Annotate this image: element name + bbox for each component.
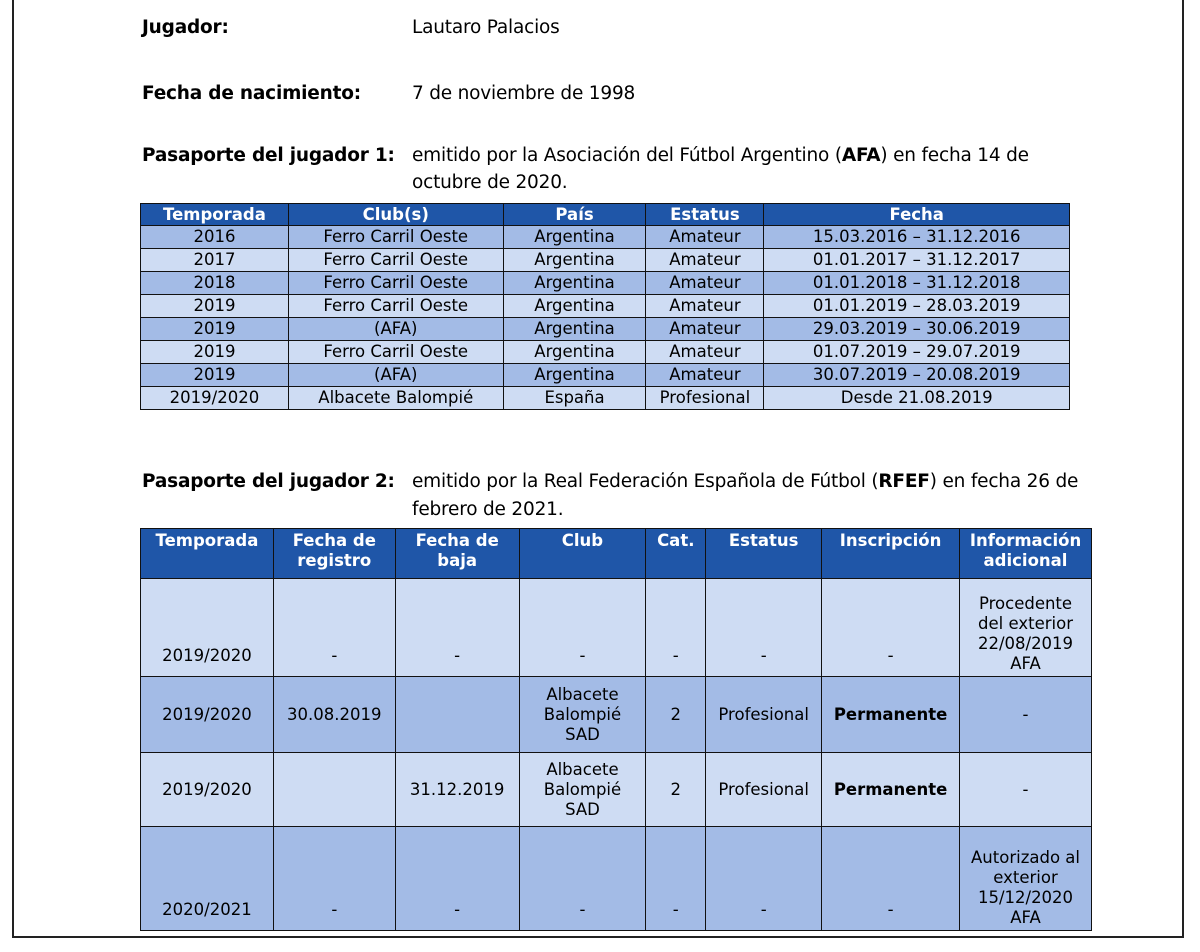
passport1-table-cell: Argentina <box>503 318 646 341</box>
birthdate-value: 7 de noviembre de 1998 <box>412 83 636 104</box>
passport1-table-cell: Profesional <box>646 387 764 410</box>
passport2-cell-inscripcion: Permanente <box>822 753 960 827</box>
passport1-table-cell: (AFA) <box>288 364 503 387</box>
header-baja-line1: Fecha de <box>415 531 499 550</box>
passport1-table-cell: Amateur <box>646 364 764 387</box>
passport2-description-line2: febrero de 2021. <box>412 499 564 520</box>
passport1-header-cell: Estatus <box>646 204 764 226</box>
passport2-header-cell <box>822 529 960 579</box>
header-estatus: Estatus <box>728 531 799 550</box>
header-info-line1: Información <box>969 531 1082 550</box>
passport1-label: Pasaporte del jugador 1: <box>142 145 395 166</box>
birthdate-label: Fecha de nacimiento: <box>142 83 361 104</box>
passport1-table-cell: 01.01.2017 – 31.12.2017 <box>764 249 1070 272</box>
passport2-label: Pasaporte del jugador 2: <box>142 471 395 492</box>
passport2-header-cell <box>706 529 822 579</box>
passport1-table-cell: España <box>503 387 646 410</box>
passport1-table <box>140 203 1070 410</box>
passport1-description-line2: octubre de 2020. <box>412 172 568 193</box>
passport2-cell-registro <box>273 753 395 827</box>
passport1-table-cell: Ferro Carril Oeste <box>288 341 503 364</box>
passport2-table-row <box>141 827 1092 931</box>
club-line: Albacete <box>546 759 619 779</box>
passport1-table-cell: 30.07.2019 – 20.08.2019 <box>764 364 1070 387</box>
passport2-description <box>412 471 1078 492</box>
passport2-header-cell <box>395 529 519 579</box>
info-line: del exterior <box>978 614 1073 633</box>
passport1-table-cell: (AFA) <box>288 318 503 341</box>
passport2-cell-baja: - <box>395 827 519 931</box>
passport2-issuer-abbr: RFEF <box>878 471 930 492</box>
club-line: SAD <box>565 799 600 819</box>
passport2-table-row <box>141 677 1092 753</box>
passport1-table-cell: 2019 <box>141 341 289 364</box>
passport2-cell-baja: - <box>395 579 519 677</box>
passport1-table-cell: 01.01.2018 – 31.12.2018 <box>764 272 1070 295</box>
info-line: exterior <box>993 868 1058 887</box>
info-line: AFA <box>1010 654 1041 673</box>
passport2-cell-estatus: Profesional <box>706 677 822 753</box>
passport2-cell-info <box>960 753 1092 827</box>
passport1-header-cell: País <box>503 204 646 226</box>
passport2-cell-club <box>519 677 646 753</box>
club-line: SAD <box>565 724 600 744</box>
club-line: Balompié <box>543 779 622 799</box>
info-line: Procedente <box>978 594 1073 613</box>
passport1-table-cell: Argentina <box>503 295 646 318</box>
passport1-table-cell: 2016 <box>141 226 289 249</box>
passport1-table-cell: Argentina <box>503 272 646 295</box>
passport1-table-cell: 01.01.2019 – 28.03.2019 <box>764 295 1070 318</box>
passport1-table-cell: Amateur <box>646 226 764 249</box>
info-line: 15/12/2020 <box>977 888 1074 907</box>
passport1-text-after: ) en fecha 14 de <box>880 145 1029 166</box>
header-info-line2: adicional <box>983 551 1068 570</box>
info-line: - <box>1022 704 1029 724</box>
passport1-table-cell: 2018 <box>141 272 289 295</box>
passport2-cell-registro: 30.08.2019 <box>273 677 395 753</box>
header-temporada: Temporada <box>155 531 259 550</box>
passport1-table-cell: Ferro Carril Oeste <box>288 295 503 318</box>
passport2-cell-info <box>960 827 1092 931</box>
passport1-table-cell: 01.07.2019 – 29.07.2019 <box>764 341 1070 364</box>
passport1-table-cell: Albacete Balompié <box>288 387 503 410</box>
passport2-cell-cat: 2 <box>646 677 706 753</box>
passport2-table-row <box>141 753 1092 827</box>
passport1-table-cell: Ferro Carril Oeste <box>288 272 503 295</box>
passport2-cell-club <box>519 827 646 931</box>
club-line: Albacete <box>546 684 619 704</box>
passport2-cell-cat: - <box>646 827 706 931</box>
passport1-table-cell: Desde 21.08.2019 <box>764 387 1070 410</box>
passport2-cell-baja: 31.12.2019 <box>395 753 519 827</box>
passport1-table-cell: Argentina <box>503 226 646 249</box>
passport1-table-cell: Argentina <box>503 249 646 272</box>
header-inscripcion: Inscripción <box>839 531 942 550</box>
passport2-header-cell <box>273 529 395 579</box>
passport1-table-row <box>141 249 1070 272</box>
passport1-table-cell: Ferro Carril Oeste <box>288 249 503 272</box>
header-baja-line2: baja <box>437 551 478 570</box>
passport1-header-cell: Fecha <box>764 204 1070 226</box>
passport1-table-cell: Argentina <box>503 341 646 364</box>
passport1-table-cell: 2019 <box>141 364 289 387</box>
passport2-header-cell <box>519 529 646 579</box>
info-line: AFA <box>1010 908 1041 927</box>
passport2-cell-temporada: 2019/2020 <box>141 579 274 677</box>
passport1-table-cell: 15.03.2016 – 31.12.2016 <box>764 226 1070 249</box>
passport2-table-row <box>141 579 1092 677</box>
header-registro-line2: registro <box>297 551 372 570</box>
passport1-table-cell: Amateur <box>646 295 764 318</box>
passport1-header-cell: Club(s) <box>288 204 503 226</box>
info-line: - <box>1022 779 1029 799</box>
passport2-cell-temporada: 2019/2020 <box>141 677 274 753</box>
player-name-label: Jugador: <box>142 17 229 38</box>
passport2-cell-registro: - <box>273 579 395 677</box>
passport1-issuer-abbr: AFA <box>841 145 881 166</box>
passport2-cell-info <box>960 579 1092 677</box>
passport2-cell-cat: - <box>646 579 706 677</box>
passport1-description <box>412 145 1029 166</box>
passport1-table-cell: 2017 <box>141 249 289 272</box>
passport2-cell-estatus: - <box>706 827 822 931</box>
club-line: - <box>579 646 586 665</box>
header-club: Club <box>561 531 604 550</box>
passport1-table-cell: Ferro Carril Oeste <box>288 226 503 249</box>
passport2-cell-estatus: - <box>706 579 822 677</box>
passport2-cell-inscripcion: - <box>822 827 960 931</box>
passport1-table-cell: 2019/2020 <box>141 387 289 410</box>
passport2-text-before: emitido por la Real Federación Española de Fútbol ( <box>412 471 879 492</box>
passport2-header-cell <box>960 529 1092 579</box>
passport1-text-before: emitido por la Asociación del Fútbol Argentino ( <box>412 145 842 166</box>
passport2-cell-club <box>519 579 646 677</box>
passport2-cell-baja <box>395 677 519 753</box>
passport1-table-row <box>141 341 1070 364</box>
passport2-cell-temporada: 2020/2021 <box>141 827 274 931</box>
passport1-header-row <box>141 204 1070 226</box>
passport1-table-row <box>141 226 1070 249</box>
passport2-header-cell <box>646 529 706 579</box>
passport2-cell-temporada: 2019/2020 <box>141 753 274 827</box>
passport1-table-row <box>141 295 1070 318</box>
club-line: - <box>579 900 586 919</box>
player-name-value: Lautaro Palacios <box>412 17 560 38</box>
passport2-cell-registro: - <box>273 827 395 931</box>
passport1-table-cell: Amateur <box>646 272 764 295</box>
passport1-table-row <box>141 387 1070 410</box>
passport2-cell-info <box>960 677 1092 753</box>
passport2-cell-inscripcion: - <box>822 579 960 677</box>
passport1-table-cell: Amateur <box>646 249 764 272</box>
passport1-header-cell: Temporada <box>141 204 289 226</box>
header-registro-line1: Fecha de <box>292 531 376 550</box>
passport2-table <box>140 528 1092 931</box>
passport2-header-cell <box>141 529 274 579</box>
header-cat: Cat. <box>657 531 695 550</box>
passport1-table-cell: Argentina <box>503 364 646 387</box>
passport2-cell-inscripcion: Permanente <box>822 677 960 753</box>
info-line: Autorizado al <box>971 848 1080 867</box>
passport1-table-row <box>141 272 1070 295</box>
club-line: Balompié <box>543 704 622 724</box>
passport1-table-cell: Amateur <box>646 318 764 341</box>
passport1-table-cell: 29.03.2019 – 30.06.2019 <box>764 318 1070 341</box>
passport1-table-cell: Amateur <box>646 341 764 364</box>
passport1-table-row <box>141 364 1070 387</box>
passport1-table-row <box>141 318 1070 341</box>
passport2-header-row <box>141 529 1092 579</box>
passport2-text-after: ) en fecha 26 de <box>929 471 1079 492</box>
passport1-table-cell: 2019 <box>141 318 289 341</box>
passport2-cell-estatus: Profesional <box>706 753 822 827</box>
info-line: 22/08/2019 <box>977 634 1074 653</box>
passport2-cell-club <box>519 753 646 827</box>
passport2-cell-cat: 2 <box>646 753 706 827</box>
passport1-table-cell: 2019 <box>141 295 289 318</box>
